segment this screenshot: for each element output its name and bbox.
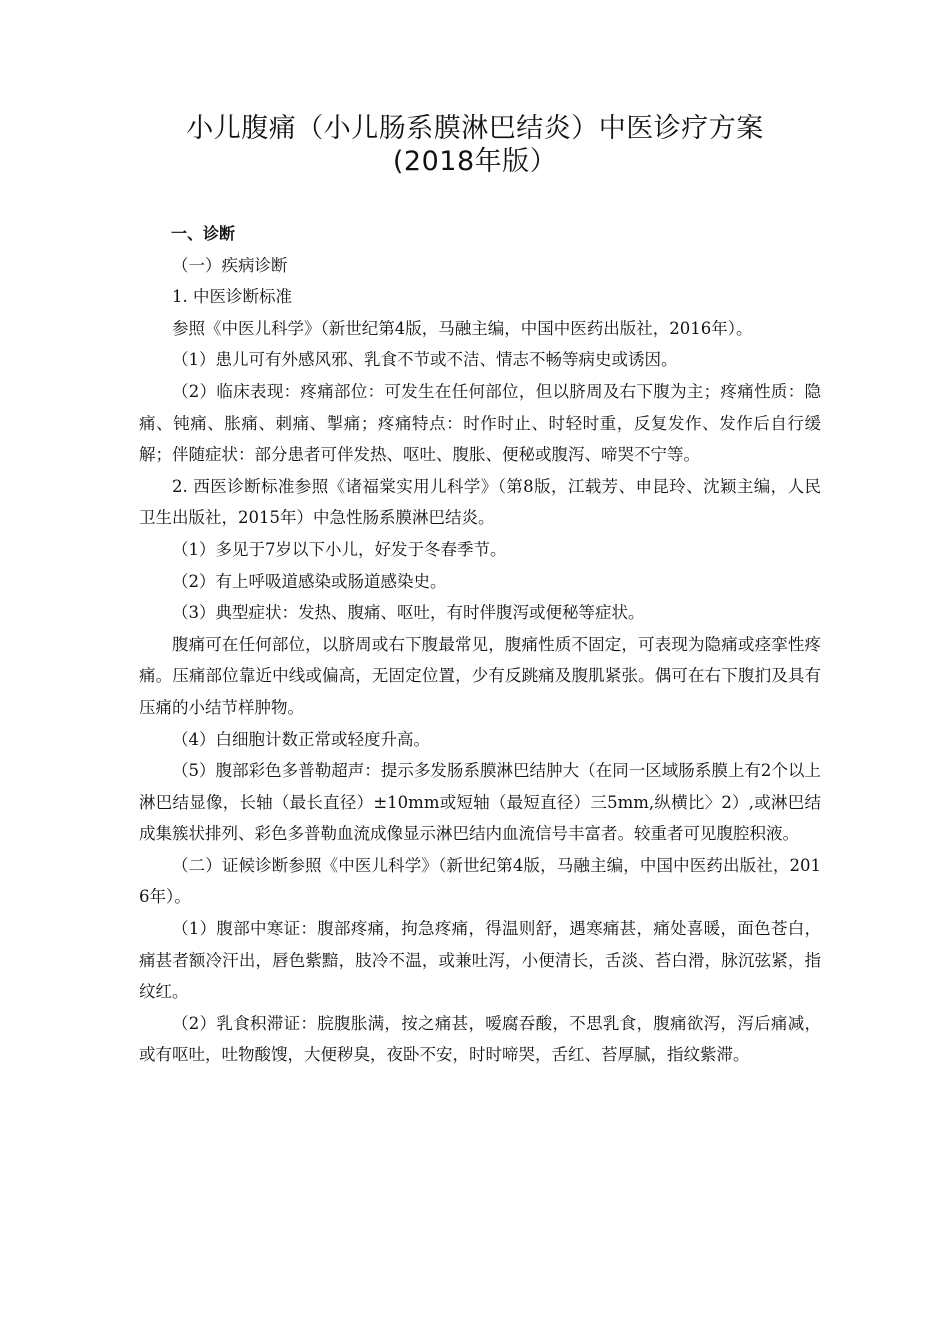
- paragraph: （1）多见于7岁以下小儿，好发于冬春季节。: [172, 539, 507, 559]
- paragraph: （二）证候诊断参照《中医儿科学》（新世纪第4版，马融主编，中国中医药出版社，2016年）。: [139, 855, 821, 907]
- paragraph: （3）典型症状：发热、腹痛、呕吐，有时伴腹泻或便秘等症状。: [172, 603, 645, 623]
- document-title-edition: (2018年版）: [392, 146, 558, 177]
- paragraph: （2）有上呼吸道感染或肠道感染史。: [172, 571, 447, 591]
- paragraph: （2）临床表现：疼痛部位：可发生在任何部位，但以脐周及右下腹为主；疼痛性质：隐痛、钝痛、胀痛、刺痛、掣痛；疼痛特点：时作时止、时轻时重，反复发作、发作后自行缓解；伴随症状：部分患者可伴发热、呕吐、腹胀、便秘或腹泻、啼哭不宁等。: [139, 381, 821, 465]
- item-heading-tcm-criteria: 1. 中医诊断标准: [172, 287, 292, 307]
- paragraph: （5）腹部彩色多普勒超声：提示多发肠系膜淋巴结肿大（在同一区域肠系膜上有2个以上淋巴结显像，长轴（最长直径）±10mm或短轴（最短直径）三5mm,纵横比〉2）,或淋巴结成集簇状排列、彩色多普勒血流成像显示淋巴结内血流信号丰富者。较重者可见腹腔积液。: [139, 761, 821, 844]
- paragraph: （4）白细胞计数正常或轻度升高。: [172, 729, 430, 749]
- paragraph: 2. 西医诊断标准参照《诸福棠实用儿科学》（第8版，江载芳、申昆玲、沈颖主编，人民卫生出版社，2015年）中急性肠系膜淋巴结炎。: [139, 476, 821, 528]
- paragraph: （1）患儿可有外感风邪、乳食不节或不洁、情志不畅等病史或诱因。: [172, 350, 678, 370]
- paragraph: （2）乳食积滞证：脘腹胀满，按之痛甚，嗳腐吞酸，不思乳食，腹痛欲泻，泻后痛减，或有呕吐，吐物酸馊，大便秽臭，夜卧不安，时时啼哭，舌红、苔厚腻，指纹紫滞。: [139, 1013, 821, 1065]
- paragraph: 腹痛可在任何部位，以脐周或右下腹最常见，腹痛性质不固定，可表现为隐痛或痉挛性疼痛。压痛部位靠近中线或偏高，无固定位置，少有反跳痛及腹肌紧张。偶可在右下腹扪及具有压痛的小结节样肿物。: [139, 634, 821, 717]
- document-body: [139, 218, 821, 1071]
- paragraph: （1）腹部中寒证：腹部疼痛，拘急疼痛，得温则舒，遇寒痛甚，痛处喜暖，面色苍白，痛甚者额冷汗出，唇色紫黯，肢冷不温，或兼吐泻，小便清长，舌淡、苔白滑，脉沉弦紧，指纹红。: [139, 919, 821, 1002]
- subsection-heading-disease-diagnosis: （一）疾病诊断: [172, 255, 288, 275]
- paragraph: 参照《中医儿科学》（新世纪第4版，马融主编，中国中医药出版社，2016年）。: [172, 318, 753, 338]
- section-heading-diagnosis: 一、诊断: [171, 224, 236, 243]
- document-title: 小儿腹痛（小儿肠系膜淋巴结炎）中医诊疗方案: [186, 113, 764, 144]
